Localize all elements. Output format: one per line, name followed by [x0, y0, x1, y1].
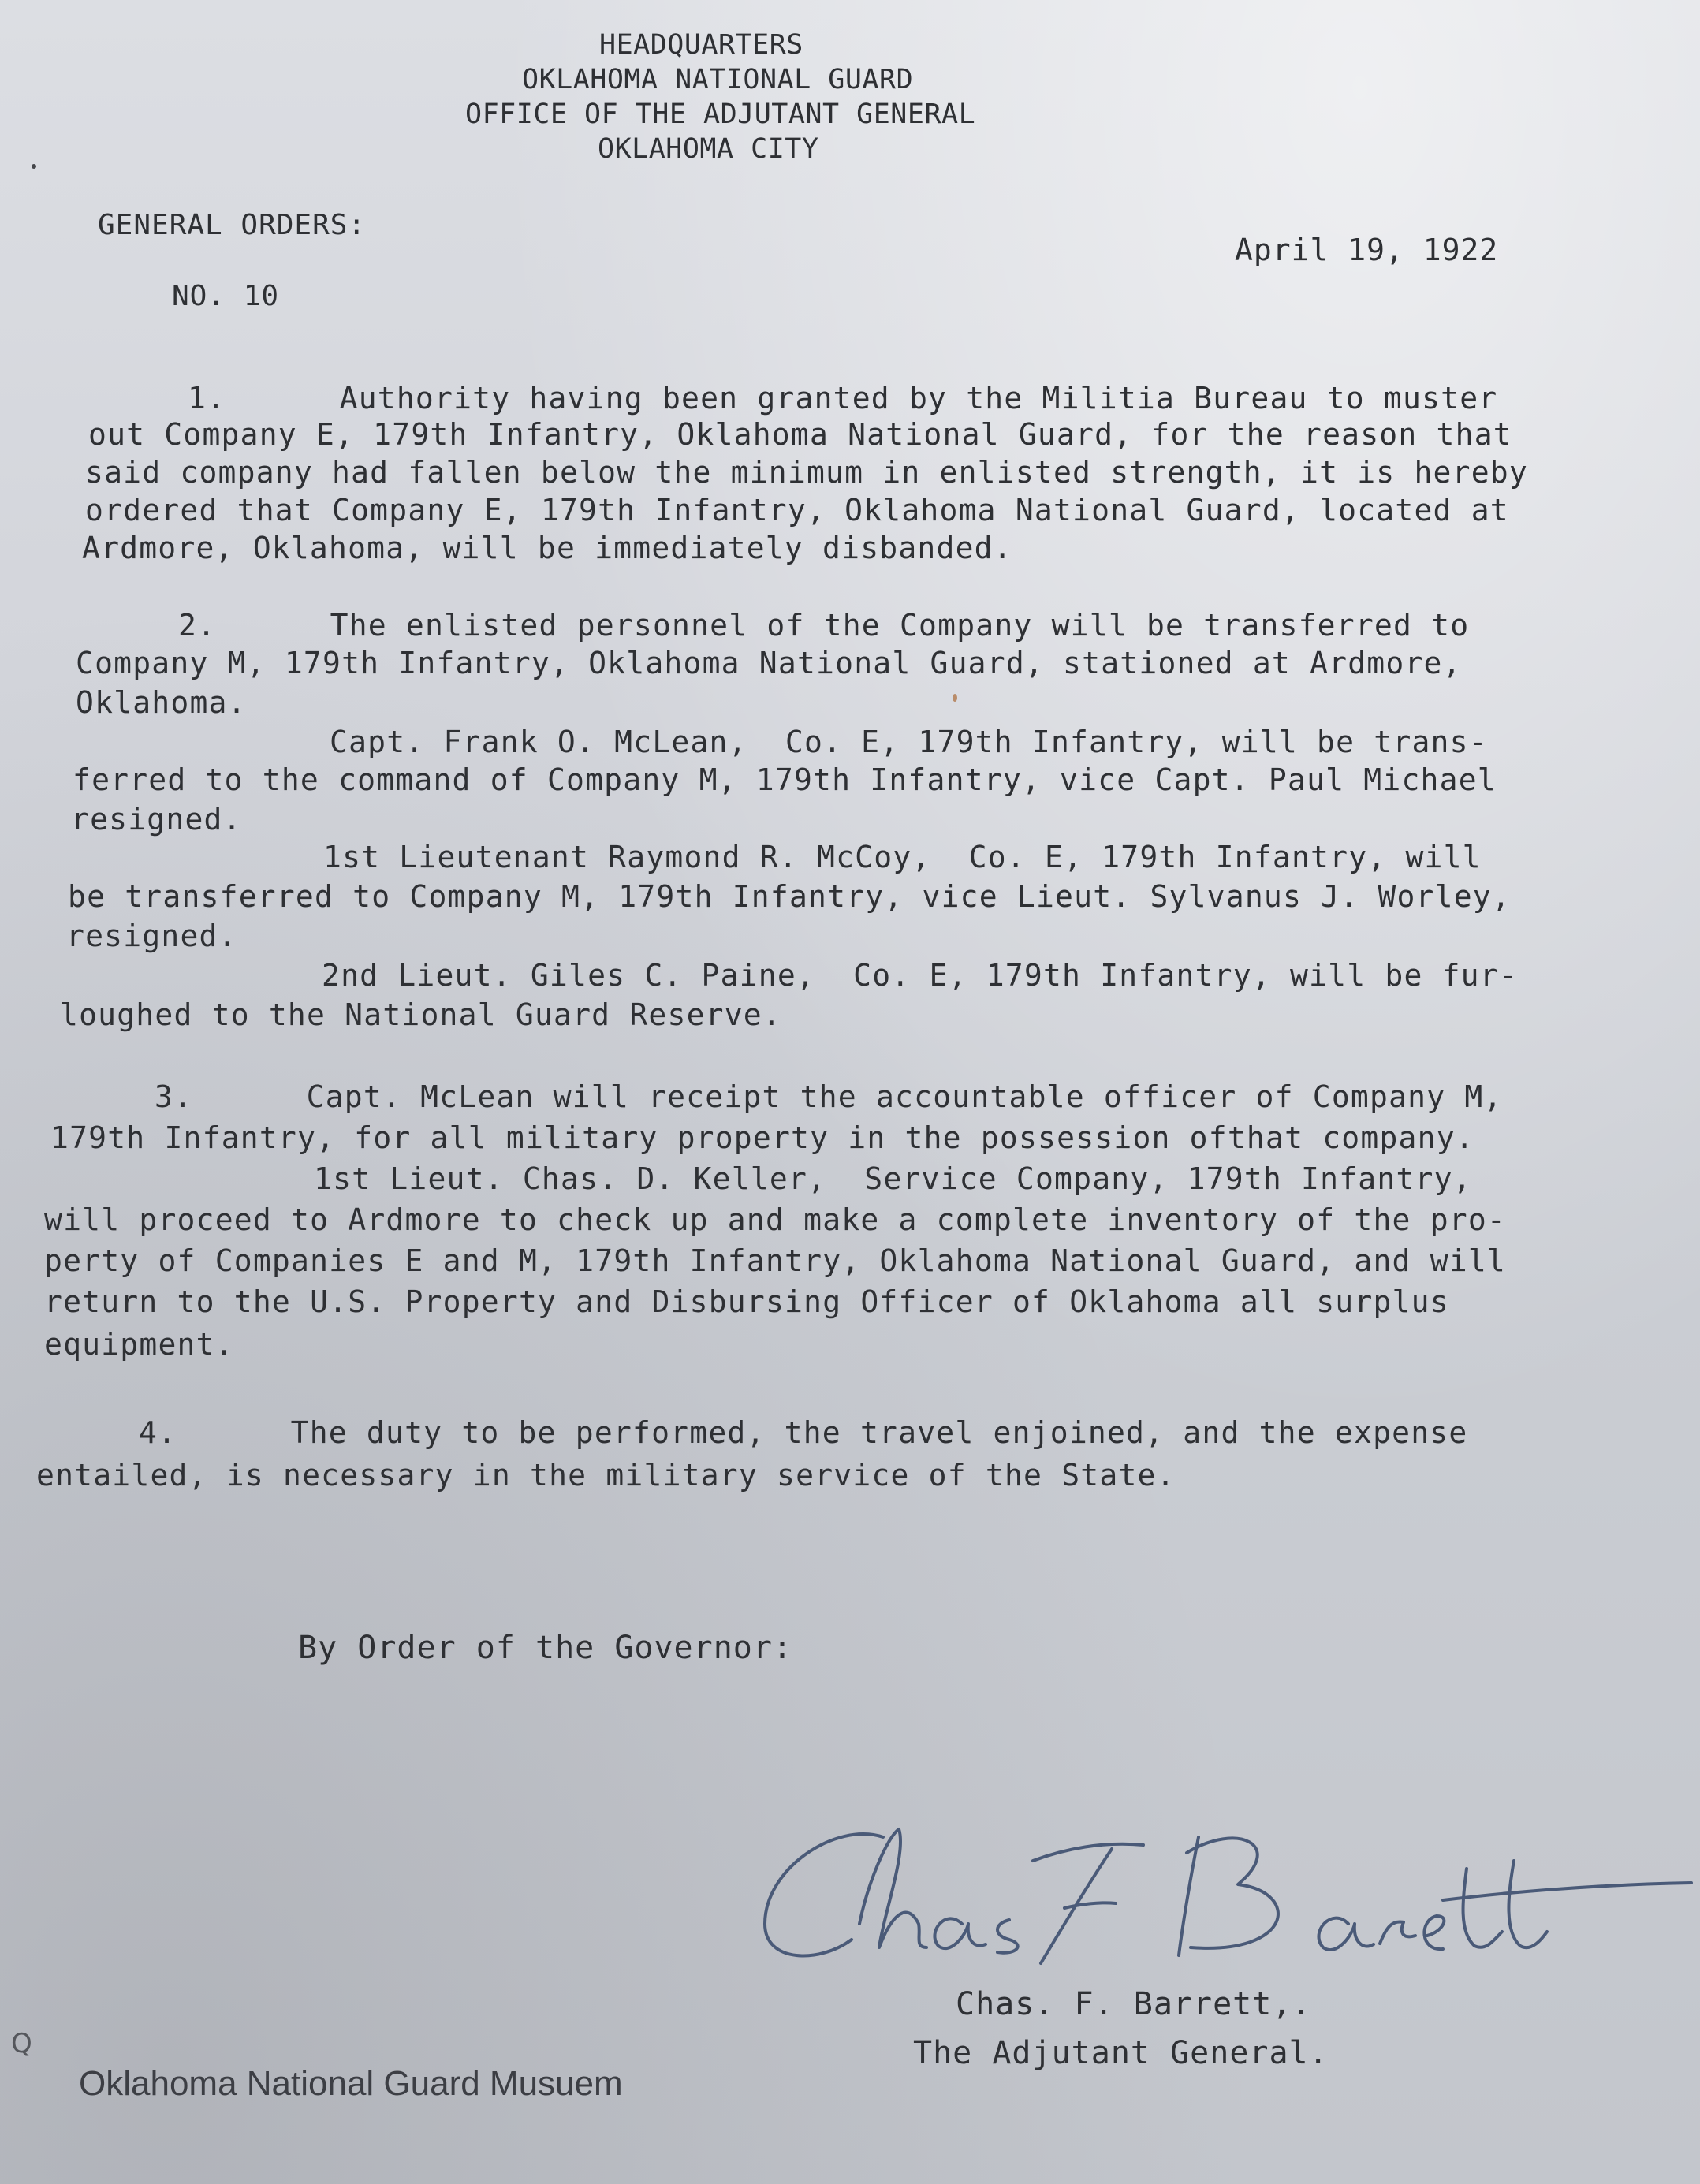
paragraph-1-line: Ardmore, Oklahoma, will be immediately disbanded.: [82, 531, 1012, 565]
paragraph-2-line: Oklahoma.: [76, 685, 247, 720]
orders-label: GENERAL ORDERS:: [98, 209, 367, 241]
handwritten-signature: [749, 1806, 1695, 1979]
signatory-title: The Adjutant General.: [913, 2035, 1329, 2071]
paragraph-2-line: resigned.: [71, 802, 242, 837]
museum-watermark: Oklahoma National Guard Musuem: [79, 2064, 623, 2103]
orders-number: NO. 10: [172, 280, 280, 312]
paragraph-2-line: 1st Lieutenant Raymond R. McCoy, Co. E, 179th Infantry, will: [323, 840, 1482, 874]
margin-mark: Q: [11, 2028, 32, 2059]
paragraph-1-line: 1. Authority having been granted by the Militia Bureau to muster: [188, 381, 1498, 416]
paragraph-2-line: be transferred to Company M, 179th Infantry, vice Lieut. Sylvanus J. Worley,: [68, 879, 1511, 914]
closing-line: By Order of the Governor:: [298, 1630, 793, 1666]
letterhead-line-2: OKLAHOMA NATIONAL GUARD: [522, 64, 914, 95]
paragraph-4-line: 4. The duty to be performed, the travel enjoined, and the expense: [139, 1415, 1468, 1450]
paragraph-2-line: Capt. Frank O. McLean, Co. E, 179th Infantry, will be trans-: [330, 725, 1488, 759]
letterhead-line-3: OFFICE OF THE ADJUTANT GENERAL: [465, 99, 976, 130]
paragraph-2-line: loughed to the National Guard Reserve.: [60, 997, 781, 1032]
paragraph-2-line: 2nd Lieut. Giles C. Paine, Co. E, 179th Infantry, will be fur-: [322, 958, 1518, 993]
paragraph-3-line: return to the U.S. Property and Disbursing Officer of Oklahoma all surplus: [44, 1284, 1449, 1319]
signatory-name: Chas. F. Barrett,.: [956, 1986, 1312, 2022]
paragraph-3-line: 1st Lieut. Chas. D. Keller, Service Company, 179th Infantry,: [314, 1161, 1472, 1196]
letterhead-line-1: HEADQUARTERS: [599, 29, 803, 61]
paragraph-2-line: ferred to the command of Company M, 179th Infantry, vice Capt. Paul Michael: [73, 762, 1497, 797]
paragraph-4-line: entailed, is necessary in the military service of the State.: [36, 1458, 1176, 1493]
paper-speck: [32, 164, 36, 169]
paragraph-2-line: 2. The enlisted personnel of the Company will be transferred to: [178, 608, 1470, 643]
paragraph-3-line: perty of Companies E and M, 179th Infantry, Oklahoma National Guard, and will: [44, 1243, 1507, 1278]
paragraph-3-line: 179th Infantry, for all military property in the possession ofthat company.: [50, 1120, 1474, 1155]
paragraph-1-line: ordered that Company E, 179th Infantry, Oklahoma National Guard, located at: [85, 493, 1509, 527]
paper-stain: [953, 694, 957, 702]
paragraph-3-line: 3. Capt. McLean will receipt the accountable officer of Company M,: [155, 1079, 1503, 1114]
paragraph-2-line: resigned.: [66, 919, 237, 953]
paragraph-1-line: said company had fallen below the minimum in enlisted strength, it is hereby: [85, 455, 1528, 490]
paragraph-3-line: will proceed to Ardmore to check up and make a complete inventory of the pro-: [44, 1202, 1507, 1237]
letterhead-line-4: OKLAHOMA CITY: [598, 133, 819, 165]
date: April 19, 1922: [1235, 233, 1499, 267]
paragraph-2-line: Company M, 179th Infantry, Oklahoma National Guard, stationed at Ardmore,: [76, 646, 1462, 680]
paragraph-3-line: equipment.: [44, 1327, 234, 1362]
paragraph-1-line: out Company E, 179th Infantry, Oklahoma National Guard, for the reason that: [88, 417, 1512, 452]
